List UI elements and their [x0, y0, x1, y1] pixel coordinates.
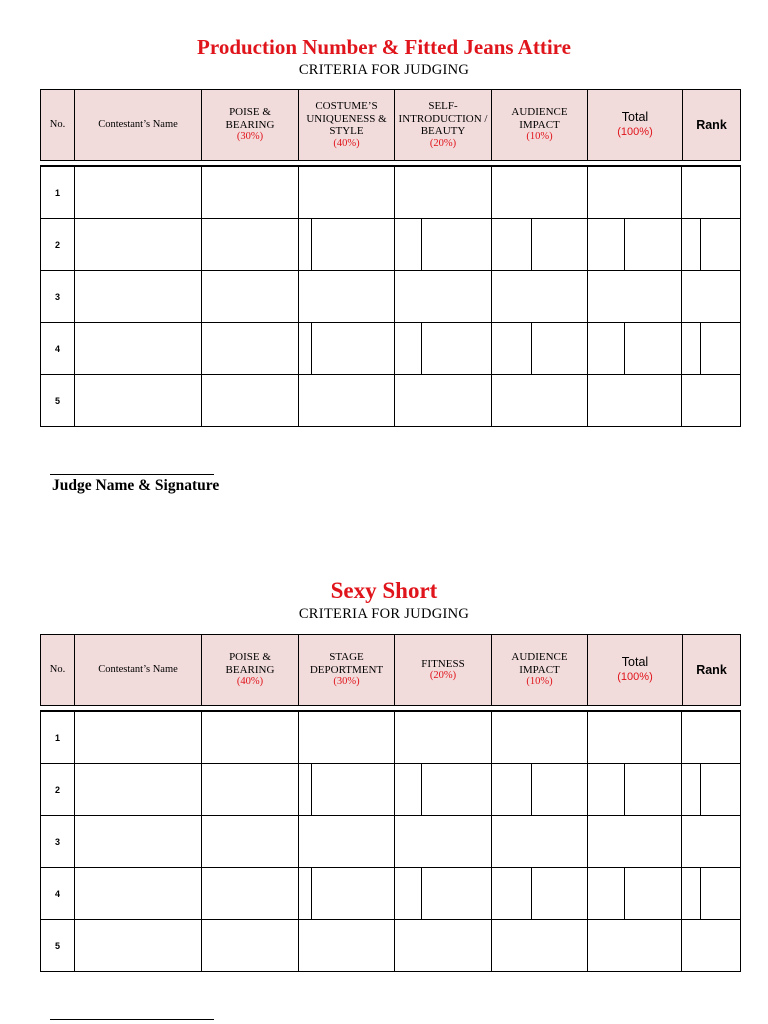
- row-number: 4: [54, 343, 60, 354]
- row-number: 3: [54, 836, 60, 847]
- section-2-title: Sexy Short: [330, 578, 438, 603]
- header-fitness: FITNESS (20%): [395, 635, 492, 705]
- table-body: [40, 165, 741, 427]
- header-contestant-name: Contestant’s Name: [75, 90, 202, 160]
- row-number: 2: [54, 784, 60, 795]
- header-poise-bearing: POISE & BEARING (30%): [202, 90, 299, 160]
- table-header: [40, 634, 741, 706]
- table-row: [41, 868, 740, 920]
- table-row: [41, 920, 740, 971]
- header-total: Total (100%): [588, 90, 683, 160]
- row-number: 5: [54, 395, 60, 406]
- section-1-subtitle: CRITERIA FOR JUDGING: [298, 62, 470, 78]
- table-row: [41, 712, 740, 764]
- table-row: [41, 375, 740, 426]
- table-body: [40, 710, 741, 972]
- row-number: 2: [54, 239, 60, 250]
- header-poise-bearing: POISE & BEARING (40%): [202, 635, 299, 705]
- header-rank: Rank: [696, 662, 727, 677]
- header-costume-uniqueness: COSTUME’S UNIQUENESS & STYLE (40%): [299, 90, 395, 160]
- header-audience-impact: AUDIENCE IMPACT (10%): [492, 90, 588, 160]
- header-rank: Rank: [696, 117, 727, 132]
- table-row: [41, 219, 740, 271]
- table-row: [41, 323, 740, 375]
- table-row: [41, 271, 740, 323]
- row-number: 4: [54, 888, 60, 899]
- row-number: 3: [54, 291, 60, 302]
- row-number: 5: [54, 940, 60, 951]
- section-2-table: [40, 634, 741, 974]
- table-header: [40, 89, 741, 161]
- table-row: [41, 816, 740, 868]
- header-audience-impact: AUDIENCE IMPACT (10%): [492, 635, 588, 705]
- table-row: [41, 764, 740, 816]
- section-1-title: Production Number & Fitted Jeans Attire: [197, 35, 571, 59]
- signature-label: Judge Name & Signature: [52, 477, 220, 494]
- row-number: 1: [54, 187, 60, 198]
- header-no: No.: [41, 635, 75, 705]
- header-no: No.: [41, 90, 75, 160]
- header-contestant-name: Contestant’s Name: [75, 635, 202, 705]
- table-row: [41, 167, 740, 219]
- header-total: Total (100%): [588, 635, 683, 705]
- signature-line[interactable]: [50, 1019, 214, 1020]
- section-1-table: [40, 89, 741, 429]
- section-2-subtitle: CRITERIA FOR JUDGING: [298, 606, 470, 622]
- signature-line[interactable]: [50, 474, 214, 475]
- header-self-introduction: SELF-INTRODUCTION / BEAUTY (20%): [395, 90, 492, 160]
- header-stage-deportment: STAGE DEPORTMENT (30%): [299, 635, 395, 705]
- row-number: 1: [54, 732, 60, 743]
